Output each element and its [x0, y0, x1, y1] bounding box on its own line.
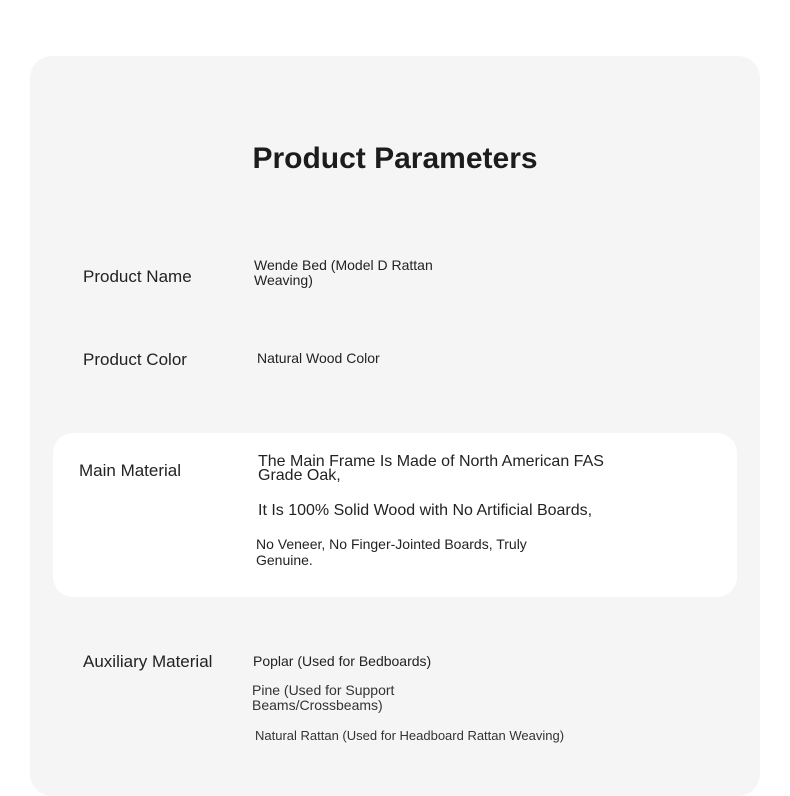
auxiliary-material-line-1: Poplar (Used for Bedboards)	[253, 653, 432, 669]
product-color-label: Product Color	[83, 350, 187, 369]
auxiliary-material-label: Auxiliary Material	[83, 652, 213, 671]
main-material-line-3: No Veneer, No Finger-Jointed Boards, Truly Genuine.	[256, 536, 527, 568]
page-title: Product Parameters	[252, 142, 538, 175]
auxiliary-material-line-2: Pine (Used for Support Beams/Crossbeams)	[252, 682, 395, 713]
main-material-line-2: It Is 100% Solid Wood with No Artificial Boards,	[258, 502, 593, 519]
main-material-label: Main Material	[79, 461, 182, 480]
main-material-line-1: The Main Frame Is Made of North American FAS Grade Oak,	[258, 453, 604, 484]
product-name-label: Product Name	[83, 267, 192, 286]
auxiliary-material-line-3: Natural Rattan (Used for Headboard Rattan Weaving)	[255, 728, 565, 743]
product-name-value: Wende Bed (Model D Rattan Weaving)	[254, 257, 433, 288]
product-color-value: Natural Wood Color	[257, 350, 380, 366]
